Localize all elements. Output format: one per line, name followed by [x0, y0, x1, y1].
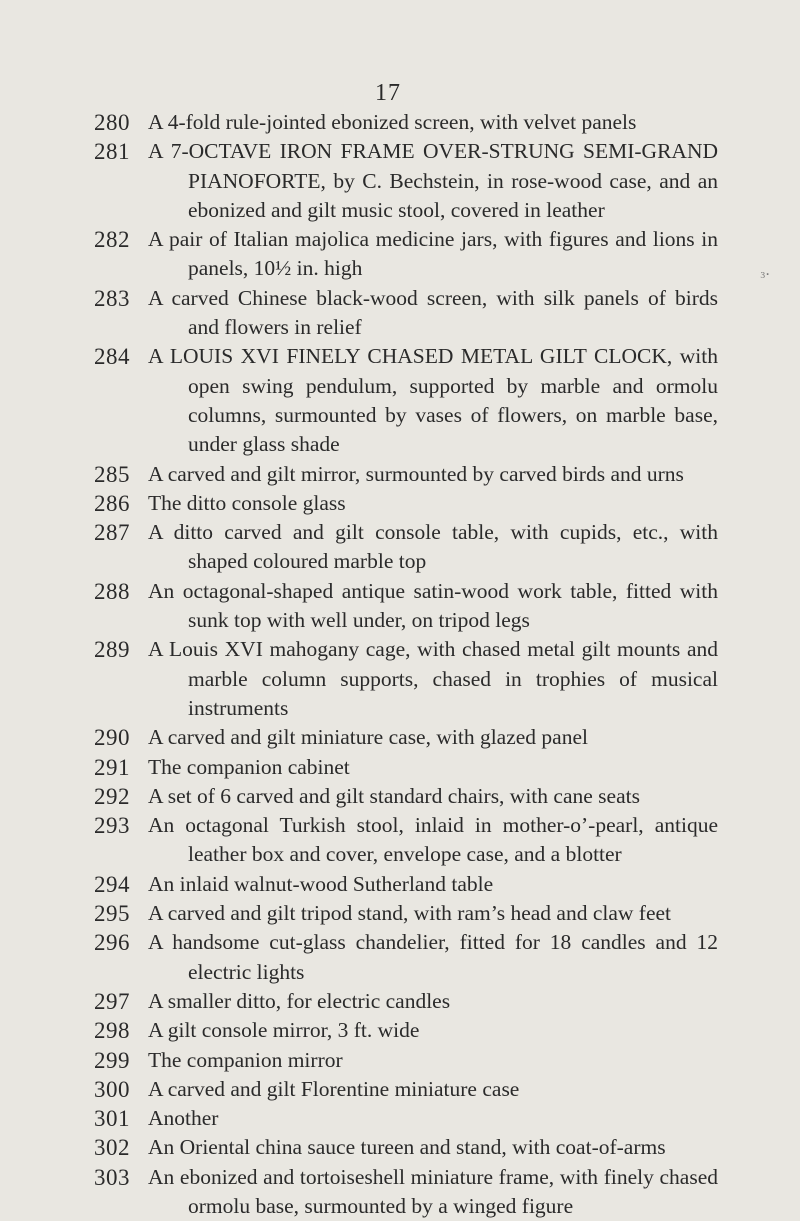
lot-list [0, 108, 800, 1221]
lot-number: 299 [94, 1047, 130, 1073]
lot-entry [0, 928, 800, 987]
lot-number: 288 [94, 578, 130, 604]
lot-description: A Louis XVI mahogany cage, with chased metal gilt mounts and marble column supports, chased in trophies of musical instruments [148, 637, 718, 720]
lot-entry [0, 899, 800, 928]
lot-entry [0, 460, 800, 489]
lot-number: 280 [94, 110, 130, 135]
lot-description: A carved and gilt tripod stand, with ram’s head and claw feet [148, 901, 672, 926]
lot-number: 292 [94, 783, 130, 809]
lot-description: The ditto console glass [148, 490, 346, 515]
lot-number: 297 [94, 988, 130, 1014]
lot-number: 281 [94, 139, 130, 165]
lot-entry [0, 225, 800, 284]
lot-description: Another [148, 1106, 219, 1131]
lot-number: 283 [94, 285, 130, 311]
lot-entry [0, 284, 800, 343]
lot-number: 298 [94, 1018, 130, 1044]
lot-number: 289 [94, 637, 130, 663]
lot-entry [0, 1104, 800, 1133]
lot-description: A 4-fold rule-jointed ebonized screen, with velvet panels [148, 110, 637, 134]
lot-description: A ditto carved and gilt console table, with cupids, etc., with shaped coloured marble top [148, 520, 718, 574]
lot-description: A handsome cut-glass chandelier, fitted for 18 candles and 12 electric lights [148, 930, 718, 984]
lot-entry [0, 518, 800, 577]
lot-entry [0, 1163, 800, 1221]
margin-mark: ₃. [760, 262, 770, 279]
lot-entry [0, 811, 800, 870]
lot-entry [0, 489, 800, 518]
lot-entry [0, 577, 800, 636]
lot-entry [0, 1133, 800, 1162]
lot-entry [0, 1016, 800, 1045]
lot-description: A gilt console mirror, 3 ft. wide [148, 1018, 420, 1043]
lot-number: 291 [94, 754, 130, 780]
lot-entry [0, 723, 800, 752]
lot-number: 302 [94, 1135, 130, 1161]
lot-description: An octagonal Turkish stool, inlaid in mother-o’-pearl, antique leather box and cover, envelope case, and a blotter [148, 813, 718, 867]
lot-description: A carved Chinese black-wood screen, with silk panels of birds and flowers in relief [148, 285, 718, 340]
lot-number: 293 [94, 813, 130, 839]
lot-description: A 7-OCTAVE IRON FRAME OVER-STRUNG SEMI-GRAND PIANOFORTE, by C. Bechstein, in rose-wood case, and an ebonized and gilt music stool, covered in leather [148, 139, 718, 222]
lot-number: 284 [94, 344, 130, 370]
lot-description: A carved and gilt miniature case, with glazed panel [148, 725, 588, 750]
lot-description: An inlaid walnut-wood Sutherland table [148, 871, 494, 896]
lot-entry [0, 782, 800, 811]
lot-entry [0, 342, 800, 459]
lot-number: 300 [94, 1076, 130, 1102]
lot-entry [0, 1075, 800, 1104]
lot-description: A set of 6 carved and gilt standard chairs, with cane seats [148, 783, 640, 808]
lot-entry [0, 635, 800, 723]
page-number: 17 [375, 80, 401, 106]
lot-entry [0, 753, 800, 782]
lot-entry [0, 870, 800, 899]
lot-description: An Oriental china sauce tureen and stand, with coat-of-arms [148, 1135, 666, 1160]
lot-description: An ebonized and tortoiseshell miniature frame, with finely chased ormolu base, surmounted by a winged figure [148, 1164, 718, 1218]
lot-description: An octagonal-shaped antique satin-wood work table, fitted with sunk top with well under, on tripod legs [148, 578, 718, 633]
lot-description: A carved and gilt mirror, surmounted by carved birds and urns [148, 461, 684, 486]
lot-entry [0, 108, 800, 137]
lot-number: 282 [94, 227, 130, 253]
lot-entry [0, 987, 800, 1016]
lot-number: 286 [94, 490, 130, 516]
lot-entry [0, 137, 800, 225]
lot-description: A smaller ditto, for electric candles [148, 988, 451, 1013]
lot-number: 294 [94, 871, 130, 897]
lot-description: A carved and gilt Florentine miniature case [148, 1076, 520, 1101]
lot-number: 303 [94, 1164, 130, 1190]
lot-number: 285 [94, 461, 130, 487]
lot-number: 296 [94, 930, 130, 956]
lot-description: A pair of Italian majolica medicine jars, with figures and lions in panels, 10½ in. high [148, 227, 718, 281]
lot-number: 295 [94, 901, 130, 927]
lot-description: The companion cabinet [148, 754, 350, 779]
lot-number: 287 [94, 520, 130, 546]
lot-entry [0, 1046, 800, 1075]
lot-description: The companion mirror [148, 1047, 343, 1072]
lot-number: 301 [94, 1106, 130, 1132]
lot-description: A LOUIS XVI FINELY CHASED METAL GILT CLOCK, with open swing pendulum, supported by marble and ormolu columns, surmounted by vases of flowers, on marble base, under glass shade [148, 344, 718, 457]
lot-number: 290 [94, 725, 130, 751]
